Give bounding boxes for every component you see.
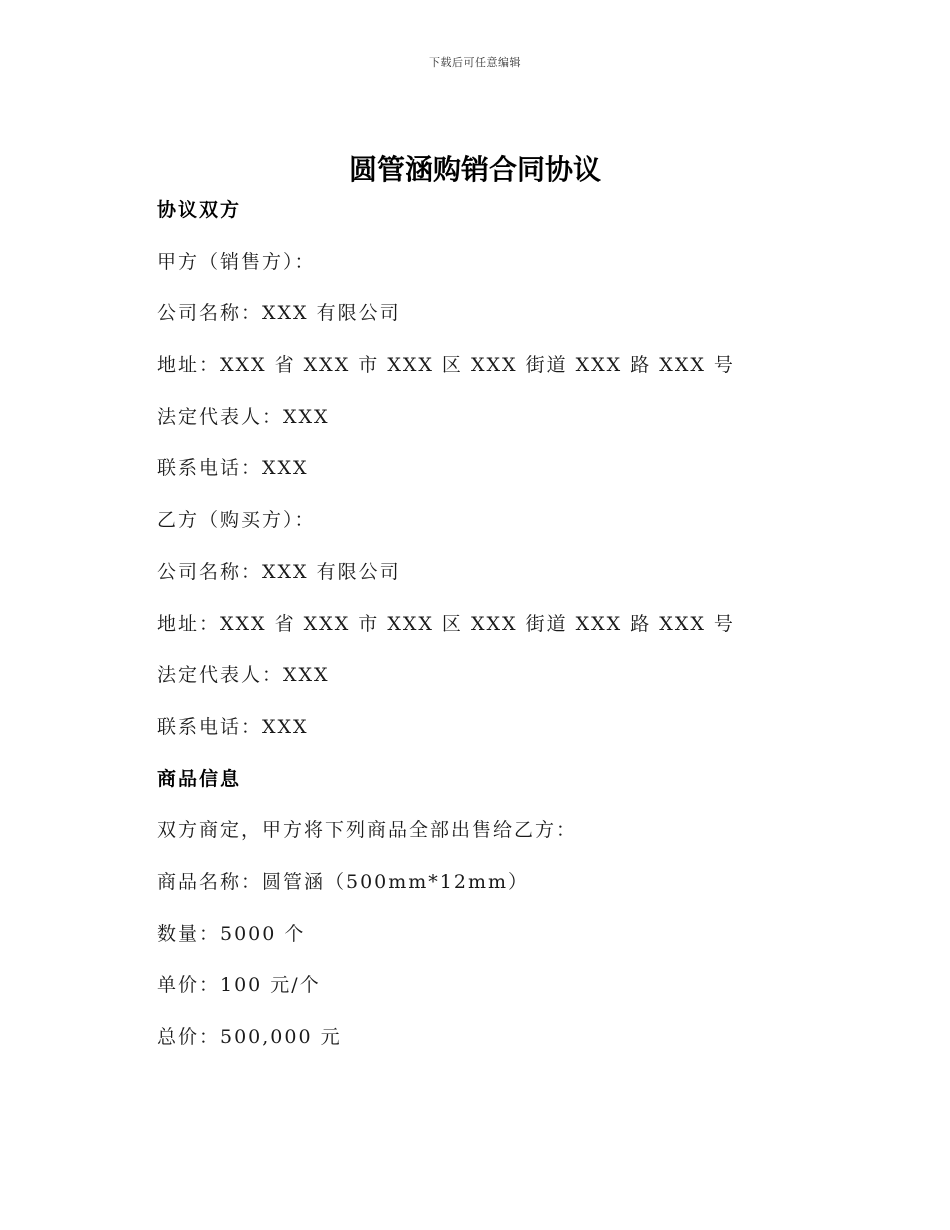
party-a-address: 地址：XXX 省 XXX 市 XXX 区 XXX 街道 XXX 路 XXX 号 (157, 354, 735, 377)
goods-total-price: 总价：500,000 元 (157, 1026, 342, 1048)
party-b-label: 乙方（购买方）： (157, 509, 316, 532)
goods-intro: 双方商定，甲方将下列商品全部出售给乙方： (157, 819, 578, 842)
header-note: 下载后可任意编辑 (429, 56, 521, 69)
party-a-phone: 联系电话：XXX (157, 457, 309, 480)
goods-name: 商品名称：圆管涵（500mm*12mm） (157, 870, 530, 893)
section-heading-goods: 商品信息 (157, 767, 242, 790)
party-a-representative: 法定代表人：XXX (157, 405, 330, 428)
party-b-company: 公司名称：XXX 有限公司 (157, 560, 401, 583)
party-b-representative: 法定代表人：XXX (157, 664, 330, 687)
goods-quantity: 数量：5000 个 (157, 922, 306, 945)
document-title: 圆管涵购销合同协议 (348, 153, 601, 186)
document-body (157, 196, 797, 1075)
goods-unit-price: 单价：100 元/个 (157, 974, 321, 997)
section-heading-parties: 协议双方 (157, 199, 242, 221)
party-b-phone: 联系电话：XXX (157, 715, 309, 738)
party-a-label: 甲方（销售方）： (157, 250, 316, 273)
party-b-address: 地址：XXX 省 XXX 市 XXX 区 XXX 街道 XXX 路 XXX 号 (157, 612, 735, 635)
party-a-company: 公司名称：XXX 有限公司 (157, 302, 401, 325)
